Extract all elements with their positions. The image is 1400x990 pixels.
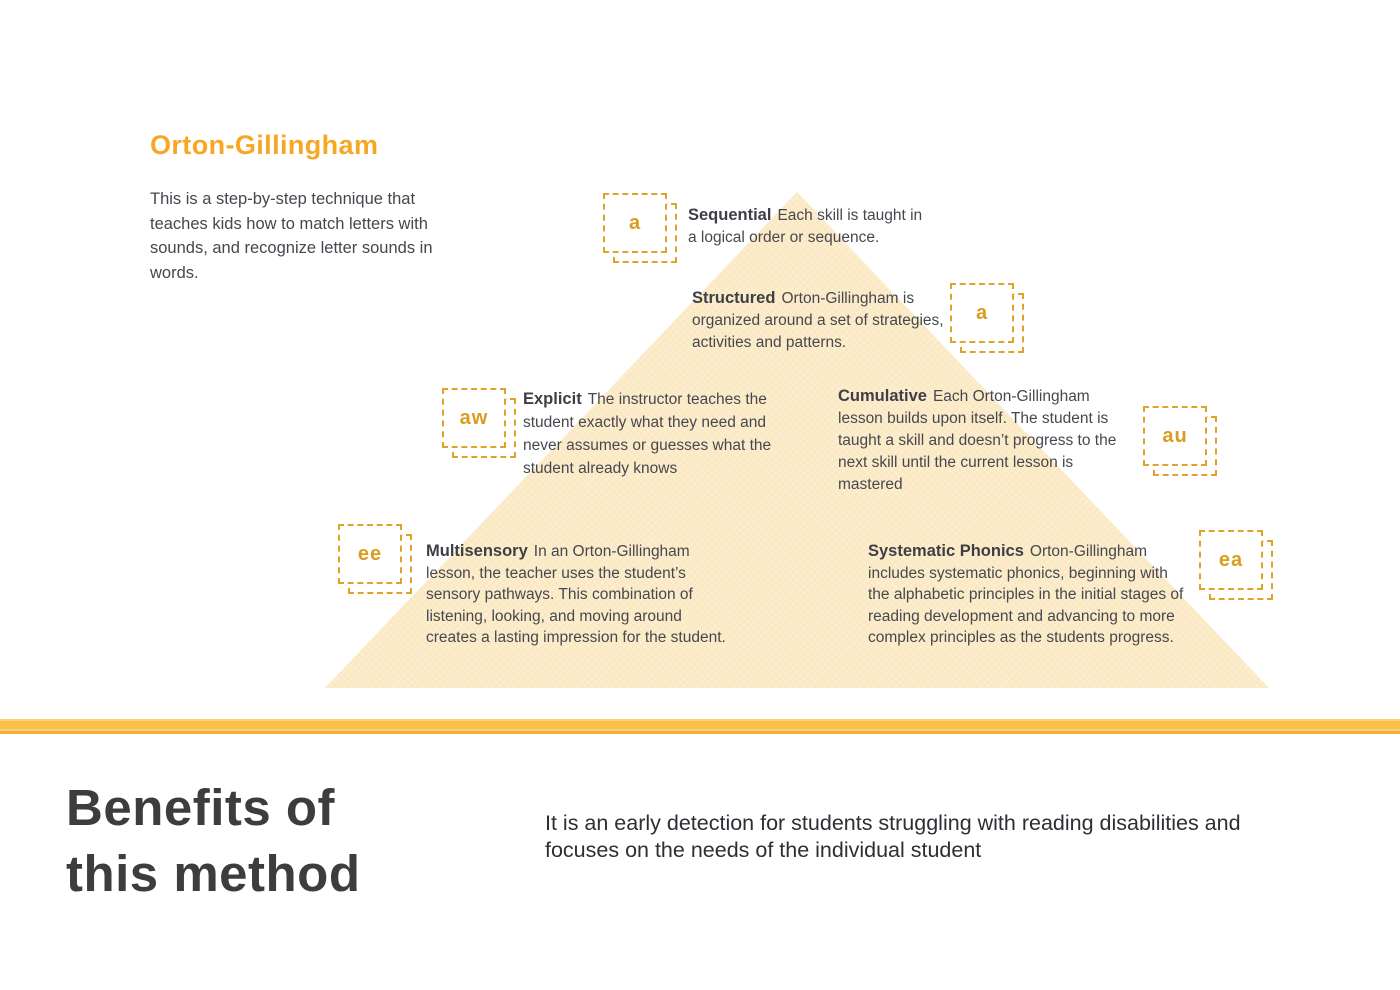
letter-box-frame [338,524,402,584]
feature-title: Structured [692,289,776,307]
feature-text: Orton-Gillingham is organized around a set of strategies, activities and patterns. [692,290,944,351]
feature-multisensory [426,541,728,649]
letter-box-label: a [628,211,642,234]
letter-box-frame [1143,406,1207,466]
letter-box-label: a [975,301,989,324]
feature-text: In an Orton-Gillingham lesson, the teacher uses the student’s sensory pathways. This combination of listening, looking, and moving around creates a lasting impression for the student. [426,543,726,646]
feature-title: Multisensory [426,542,528,560]
letter-box-cumulative [1143,406,1217,476]
letter-box-frame [1199,530,1263,590]
feature-systematic-phonics [868,541,1188,649]
letter-box-label: ee [357,542,383,565]
feature-title: Cumulative [838,387,927,405]
feature-text: Orton-Gillingham includes systematic phonics, beginning with the alphabetic principles in the initial stages of reading development and advancing to more complex principles as the students progress. [868,543,1184,646]
intro-paragraph: This is a step-by-step technique that teaches kids how to match letters with sounds, and recognize letter sounds in words. [150,190,433,282]
feature-title: Explicit [523,390,582,408]
letter-box-frame [603,193,667,253]
divider-bar [0,719,1400,734]
page-title: Orton-Gillingham [150,130,379,160]
benefits-heading-line2: this method [66,845,361,902]
feature-explicit [523,388,783,480]
feature-text: The instructor teaches the student exactly what they need and never assumes or guesses what the student already knows [523,391,772,477]
feature-structured [692,287,946,354]
letter-box-label: au [1162,424,1188,447]
benefits-heading [66,775,361,907]
letter-box-label: ea [1218,548,1244,571]
letter-box-frame [950,283,1014,343]
benefits-heading-line1: Benefits of [66,779,336,836]
letter-box-systematic-phonics [1199,530,1273,600]
feature-text: Each Orton-Gillingham lesson builds upon itself. The student is taught a skill and doesn’t progress to the next skill until the current lesson is mastered [838,388,1117,493]
feature-title: Sequential [688,206,772,224]
letter-box-sequential [603,193,677,263]
feature-sequential [688,204,930,249]
letter-box-structured [950,283,1024,353]
feature-cumulative [838,385,1128,496]
feature-text: Each skill is taught in a logical order or sequence. [688,207,923,246]
letter-box-multisensory [338,524,412,594]
benefits-text: It is an early detection for students struggling with reading disabilities and focuses on the needs of the individual student [545,811,1241,862]
feature-title: Systematic Phonics [868,542,1024,560]
letter-box-frame [442,388,506,448]
letter-box-explicit [442,388,516,458]
letter-box-label: aw [459,406,489,429]
